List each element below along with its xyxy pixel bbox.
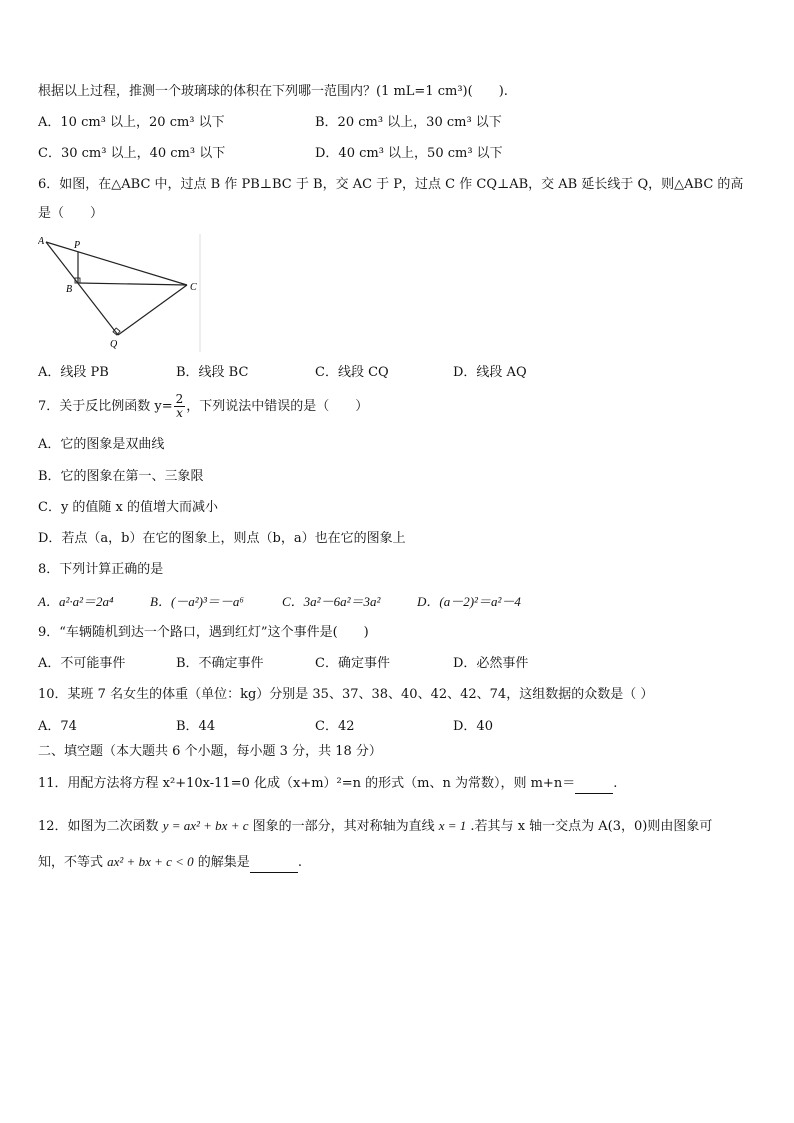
q7-fraction-numerator: 2 <box>175 392 184 406</box>
q8-stem: 8．下列计算正确的是 <box>38 562 164 577</box>
q5-option-c: C．30 cm³ 以上，40 cm³ 以下 <box>38 146 226 161</box>
q9-option-a: A．不可能事件 <box>38 656 126 671</box>
q6-stem-line2: 是（ ） <box>38 206 104 221</box>
q12-equation: y = ax² + bx + c <box>162 818 249 833</box>
q5-option-a: A．10 cm³ 以上，20 cm³ 以下 <box>38 115 225 130</box>
segment-cq <box>118 285 187 335</box>
q10-option-c: C．42 <box>315 719 355 734</box>
q12-line1-b: 图象的一部分，其对称轴为直线 <box>248 819 439 834</box>
q6-option-a: A．线段 PB <box>38 365 109 380</box>
q10-option-a: A．74 <box>38 719 77 734</box>
segment-ac <box>46 242 187 285</box>
segment-aq <box>46 242 118 335</box>
q12-line1 <box>38 817 712 836</box>
q10-stem: 10．某班 7 名女生的体重（单位：kg）分别是 35、37、38、40、42、42、74，这组数据的众数是（ ） <box>38 687 654 702</box>
label-q: Q <box>110 339 118 350</box>
q9-option-b: B．不确定事件 <box>176 656 264 671</box>
q8-option-a: A．a²·a²＝2a⁴ <box>38 594 114 609</box>
q8-option-c: C．3a²－6a²＝3a² <box>282 594 381 609</box>
q5-option-b: B．20 cm³ 以上，30 cm³ 以下 <box>315 115 502 130</box>
label-c: C <box>190 282 197 293</box>
label-a: A <box>38 236 45 247</box>
q7-stem <box>38 392 368 422</box>
q12-line2-a: 知，不等式 <box>38 855 108 870</box>
q5-stem: 根据以上过程，推测一个玻璃球的体积在下列哪一范围内？(1 mL=1 cm³)( ). <box>38 84 508 99</box>
q12-line2-c: . <box>297 855 302 870</box>
q12-answer-blank <box>250 854 298 873</box>
q12-line1-a: 12．如图为二次函数 <box>38 819 163 834</box>
q6-option-b: B．线段 BC <box>176 365 249 380</box>
q7-option-d: D．若点（a，b）在它的图象上，则点（b，a）也在它的图象上 <box>38 531 406 546</box>
q12-axis: x = 1 <box>438 818 467 833</box>
q10-option-d: D．40 <box>453 719 493 734</box>
q5-option-d: D．40 cm³ 以上，50 cm³ 以下 <box>315 146 503 161</box>
label-b: B <box>66 284 73 295</box>
q8-option-b: B．(－a²)³＝－a⁶ <box>150 594 244 609</box>
q7-fraction <box>174 393 186 420</box>
q9-option-d: D．必然事件 <box>453 656 529 671</box>
label-p: P <box>74 240 81 251</box>
q12-line2 <box>38 853 302 873</box>
q7-option-a: A．它的图象是双曲线 <box>38 437 165 452</box>
q12-inequality: ax² + bx + c < 0 <box>107 854 194 869</box>
section-heading: 二、填空题（本大题共 6 个小题，每小题 3 分，共 18 分） <box>38 744 382 759</box>
q7-stem-before: 7．关于反比例函数 y= <box>38 399 173 414</box>
q12-line2-b: 的解集是 <box>193 855 250 870</box>
q8-option-d: D．(a－2)²＝a²－4 <box>417 594 521 609</box>
q12-line1-c: .若其与 x 轴一交点为 A(3，0)则由图象可 <box>466 819 713 834</box>
q9-stem: 9．“车辆随机到达一个路口，遇到红灯”这个事件是( ) <box>38 625 369 640</box>
q6-stem-line1: 6．如图，在△ABC 中，过点 B 作 PB⊥BC 于 B，交 AC 于 P，过点 C 作 CQ⊥AB，交 AB 延长线于 Q，则△ABC 的高 <box>38 177 744 192</box>
q7-fraction-denominator: x <box>176 406 183 420</box>
triangle-figure <box>38 234 208 352</box>
q6-option-c: C．线段 CQ <box>315 365 389 380</box>
q11-stem-before: 11．用配方法将方程 x²+10x-11=0 化成（x+m）²=n 的形式（m、n 为常数），则 m+n＝ <box>38 776 576 791</box>
segment-bc <box>78 283 187 285</box>
q7-option-b: B．它的图象在第一、三象限 <box>38 469 204 484</box>
q10-option-b: B．44 <box>176 719 216 734</box>
q11-stem <box>38 775 617 794</box>
q7-option-c: C．y 的值随 x 的值增大而减小 <box>38 500 219 515</box>
q6-option-d: D．线段 AQ <box>453 365 527 380</box>
q11-stem-after: . <box>613 776 618 791</box>
q9-option-c: C．确定事件 <box>315 656 390 671</box>
q7-stem-after: ，下列说法中错误的是（ ） <box>186 399 369 414</box>
q11-answer-blank <box>575 775 613 794</box>
